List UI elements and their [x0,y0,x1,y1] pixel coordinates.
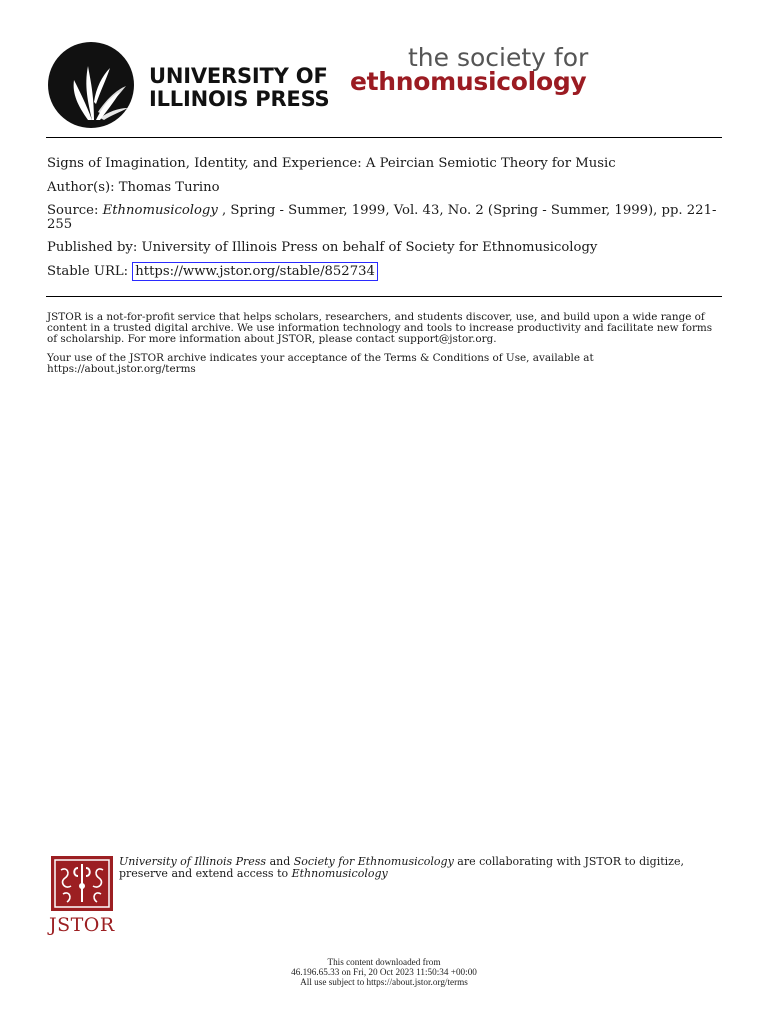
collab-publisher: University of Illinois Press [119,855,267,868]
stable-url-link[interactable]: https://www.jstor.org/stable/852734 [132,262,378,281]
article-title: Signs of Imagination, Identity, and Experience: A Peircian Semiotic Theory for Music [47,156,616,171]
university-of-illinois-press-logo [48,42,348,128]
source-details: , Spring - Summer, 1999, Vol. 43, No. 2 (Spring - Summer, 1999), pp. 221-255 [47,203,717,232]
jstor-logo [49,856,116,936]
collab-and: and [266,855,294,868]
footer-line3: All use subject to https://about.jstor.org/terms [300,977,468,987]
article-publisher: Published by: University of Illinois Press on behalf of Society for Ethnomusicology [47,240,598,255]
stable-url-row [47,265,378,279]
collab-society: Society for Ethnomusicology [293,855,454,868]
article-source [47,204,717,232]
press-logo-text [149,65,329,111]
society-logo-line1: the society for [408,43,589,72]
jstor-emblem-icon [51,856,113,911]
press-logo-line1: UNIVERSITY OF [149,64,328,88]
society-for-ethnomusicology-logo [350,44,640,100]
footer-line2: 46.196.65.33 on Fri, 20 Oct 2023 11:50:34 +00:00 [291,967,477,977]
footer-line1: This content downloaded from [327,957,441,967]
press-emblem-icon [48,42,134,128]
collab-middle: are collaborating with JSTOR to digitize, preserve and extend access to [119,855,684,880]
society-logo-line2: ethnomusicology [350,67,587,96]
download-footer [0,957,768,987]
collaboration-notice [119,856,719,880]
jstor-about-notice: JSTOR is a not-for-profit service that helps scholars, researchers, and students discover, use, and build upon a wide range of content in a trusted digital archive. We use information technology and tools to increase productivity and facilitate new forms of scholarship. For more information about JSTOR, please contact support@jstor.org. [47,311,713,345]
jstor-terms-notice: Your use of the JSTOR archive indicates your acceptance of the Terms & Conditions of Use, available at https://about.jstor.org/terms [47,352,594,375]
press-logo-line2: ILLINOIS PRESS [149,87,330,111]
collab-journal: Ethnomusicology [291,867,388,880]
bottom-divider [46,296,722,297]
source-journal: Ethnomusicology [102,203,218,218]
article-authors: Author(s): Thomas Turino [47,180,220,195]
jstor-wordmark: JSTOR [49,914,115,936]
stable-url-label: Stable URL: [47,264,133,279]
source-label: Source: [47,203,103,218]
top-divider [46,137,722,138]
